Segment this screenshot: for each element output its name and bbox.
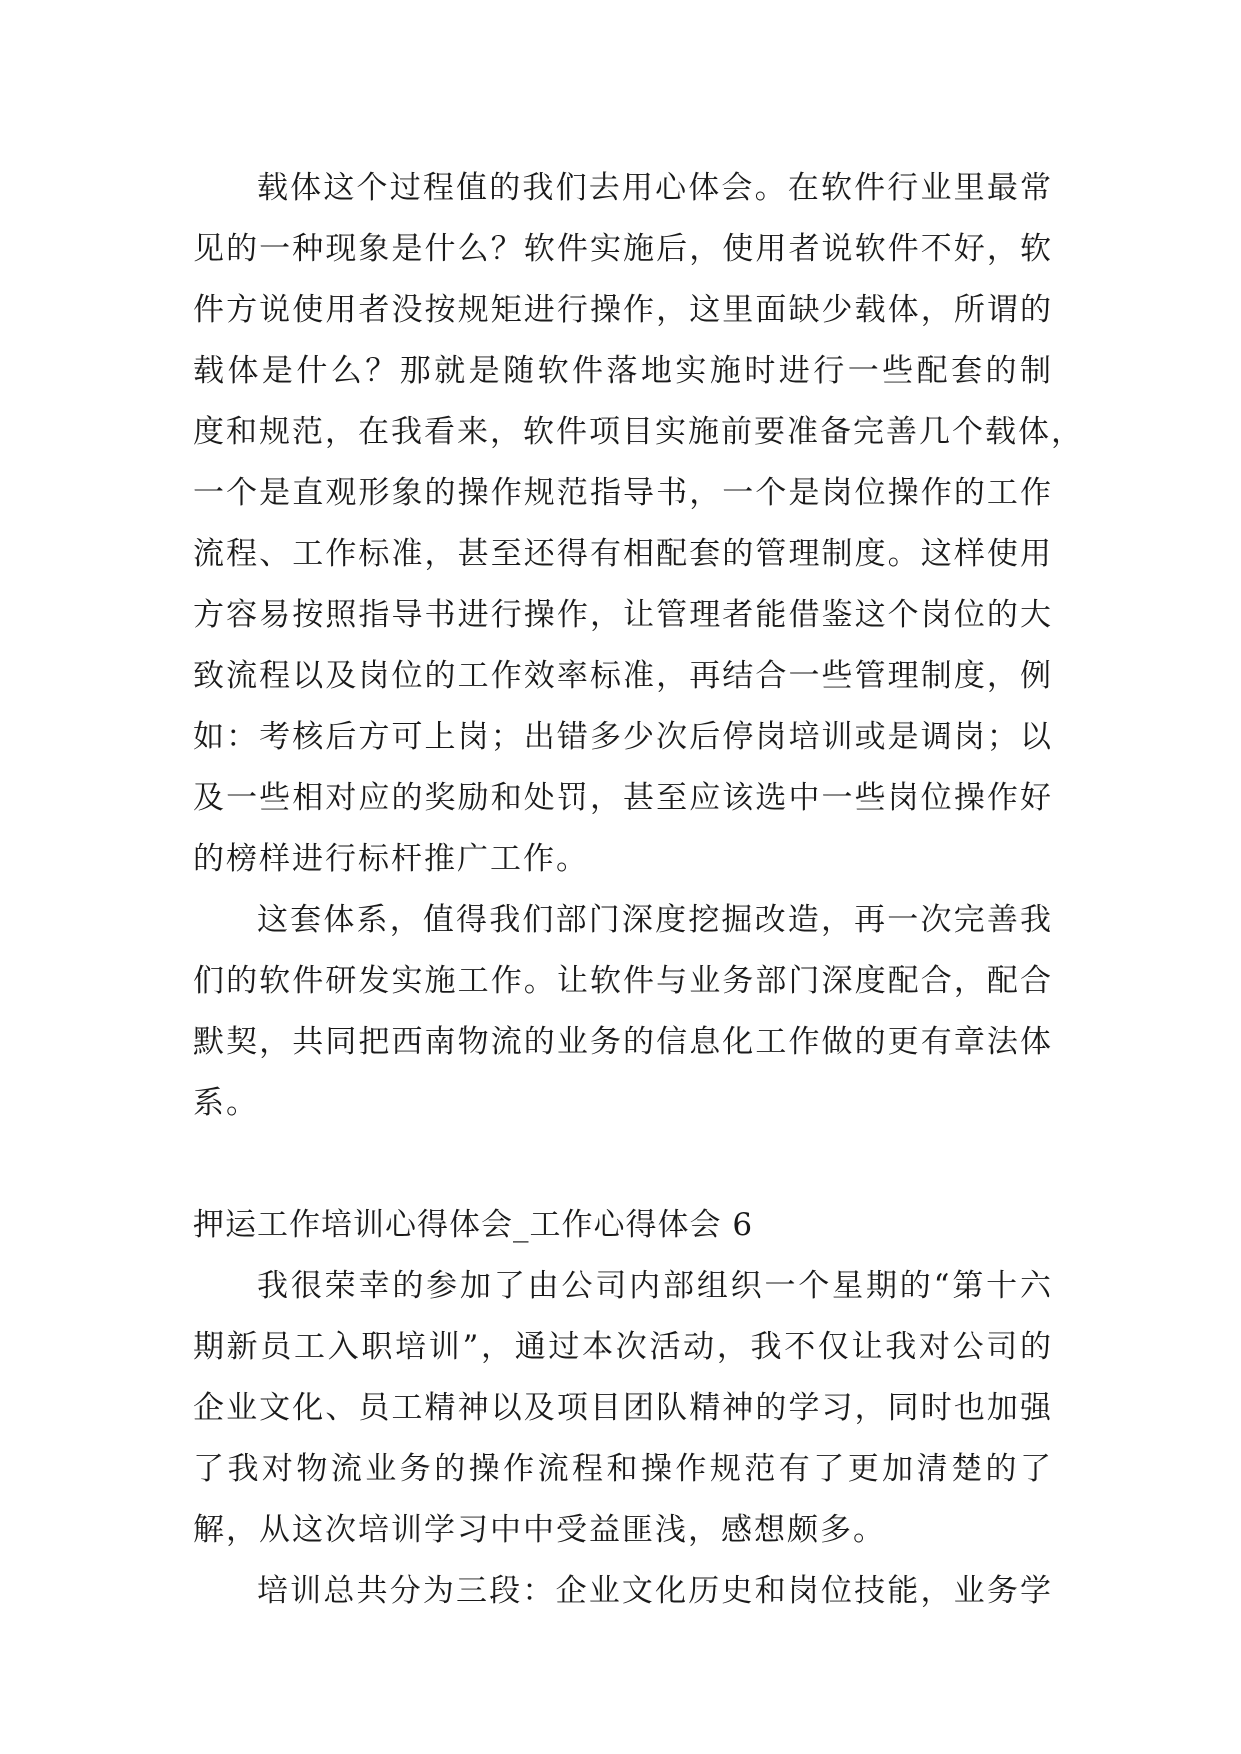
text-line: 这套体系，值得我们部门深度挖掘改造，再一次完善我 bbox=[257, 902, 1053, 938]
text-line: 期新员工入职培训”，通过本次活动，我不仅让我对公司的 bbox=[193, 1329, 1053, 1365]
text-line: 如：考核后方可上岗；出错多少次后停岗培训或是调岗；以 bbox=[193, 719, 1053, 755]
text-line: 度和规范，在我看来，软件项目实施前要准备完善几个载体， bbox=[193, 414, 1084, 450]
text-line: 及一些相对应的奖励和处罚，甚至应该选中一些岗位操作好 bbox=[193, 780, 1053, 816]
text-line: 解，从这次培训学习中中受益匪浅，感想颇多。 bbox=[193, 1512, 886, 1548]
text-line: 件方说使用者没按规矩进行操作，这里面缺少载体，所谓的 bbox=[193, 292, 1053, 328]
paragraph bbox=[193, 890, 1053, 1134]
paragraph bbox=[193, 1561, 1053, 1622]
text-line: 致流程以及岗位的工作效率标准，再结合一些管理制度，例 bbox=[193, 658, 1053, 694]
blank-line bbox=[193, 1134, 1053, 1195]
text-line: 们的软件研发实施工作。让软件与业务部门深度配合，配合 bbox=[193, 963, 1053, 999]
text-line: 方容易按照指导书进行操作，让管理者能借鉴这个岗位的大 bbox=[193, 597, 1053, 633]
text-line: 载体是什么？那就是随软件落地实施时进行一些配套的制 bbox=[193, 353, 1053, 389]
paragraph bbox=[193, 158, 1084, 890]
text-line: 我很荣幸的参加了由公司内部组织一个星期的“第十六 bbox=[257, 1268, 1053, 1304]
paragraph bbox=[193, 1256, 1053, 1561]
text-line: 了我对物流业务的操作流程和操作规范有了更加清楚的了 bbox=[193, 1451, 1053, 1487]
text-line: 一个是直观形象的操作规范指导书，一个是岗位操作的工作 bbox=[193, 475, 1053, 511]
document-body bbox=[193, 158, 1084, 1622]
text-line: 培训总共分为三段：企业文化历史和岗位技能，业务学 bbox=[257, 1573, 1053, 1609]
text-line: 的榜样进行标杆推广工作。 bbox=[193, 841, 589, 877]
text-line: 企业文化、员工精神以及项目团队精神的学习，同时也加强 bbox=[193, 1390, 1053, 1426]
text-line: 见的一种现象是什么？软件实施后，使用者说软件不好，软 bbox=[193, 231, 1053, 267]
text-line: 系。 bbox=[193, 1085, 259, 1121]
text-line: 流程、工作标准，甚至还得有相配套的管理制度。这样使用 bbox=[193, 536, 1053, 572]
text-line: 默契，共同把西南物流的业务的信息化工作做的更有章法体 bbox=[193, 1024, 1053, 1060]
section-heading: 押运工作培训心得体会_工作心得体会 6 bbox=[193, 1207, 754, 1243]
text-line: 载体这个过程值的我们去用心体会。在软件行业里最常 bbox=[257, 170, 1053, 206]
